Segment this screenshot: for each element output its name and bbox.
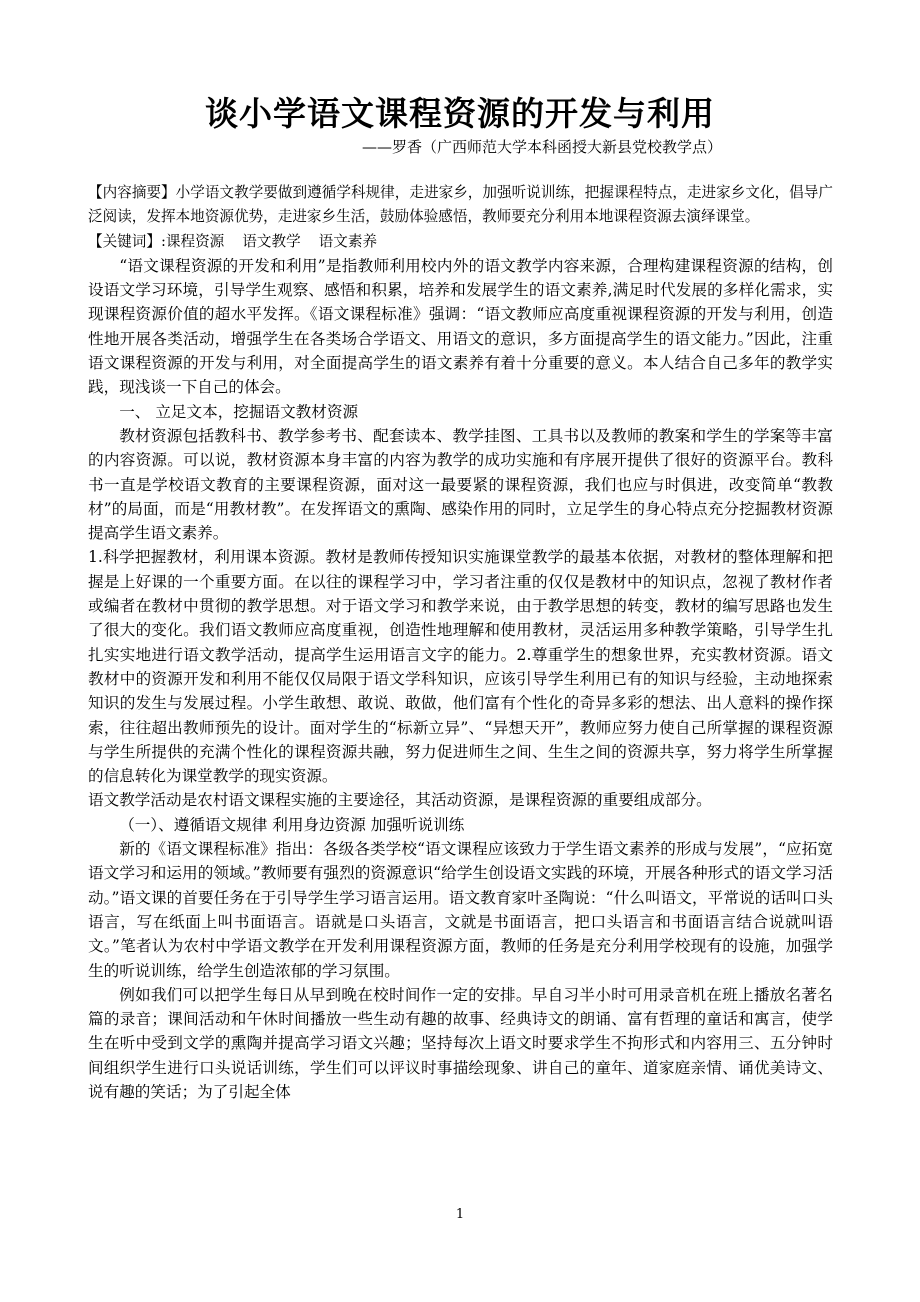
section-heading: 一、 立足文本，挖掘语文教材资源 <box>119 402 359 421</box>
keywords <box>88 230 833 254</box>
keyword: 课程资源 <box>165 232 225 250</box>
abstract <box>88 181 833 230</box>
author-byline: ——罗香（广西师范大学本科函授大新县党校教学点） <box>361 138 722 156</box>
abstract-text: 小学语文教学要做到遵循学科规律，走进家乡，加强听说训练，把握课程特点，走进家乡文化，倡导广泛阅读，发挥本地资源优势，走进家乡生活，鼓励体验感悟，教师要充分利用本地课程资源去演绎课堂。 <box>88 184 833 226</box>
document-body <box>88 181 833 1104</box>
page-number: 1 <box>455 1207 465 1222</box>
paragraph: 新的《语文课程标准》指出：各级各类学校“语文课程应该致力于学生语文素养的形成与发展”，“应拓宽语文学习和运用的领域。”教师要有强烈的资源意识“给学生创设语文实践的环境，开展各种形式的语文学习活动。”语文课的首要任务在于引导学生学习语言运用。语文教育家叶圣陶说：“什么叫语文，平常说的话叫口头语言，写在纸面上叫书面语言。语就是口头语言，文就是书面语言，把口头语言和书面语言结合说就叫语文。”笔者认为农村中学语文教学在开发利用课程资源方面，教师的任务是充分利用学校现有的设施，加强学生的听说训练，给学生创造浓郁的学习氛围。 <box>88 840 833 980</box>
keyword: 语文教学 <box>242 232 301 250</box>
keyword: 语文素养 <box>318 232 378 250</box>
paragraph: 例如我们可以把学生每日从早到晚在校时间作一定的安排。早自习半小时可用录音机在班上播放名著名篇的录音；课间活动和午休时间播放一些生动有趣的故事、经典诗文的朗诵、富有哲理的童话和寓言，使学生在听中受到文学的熏陶并提高学习语文兴趣；坚持每次上语文时要求学生不拘形式和内容用三、五分钟时间组织学生进行口头说话训练，学生们可以评议时事描绘现象、讲自己的童年、道家庭亲情、诵优美诗文、说有趣的笑话；为了引起全体 <box>88 985 833 1101</box>
paragraph: 1.科学把握教材，利用课本资源。教材是教师传授知识实施课堂教学的最基本依据，对教材的整体理解和把握是上好课的一个重要方面。在以往的课程学习中，学习者注重的仅仅是教材中的知识点，忽视了教材作者或编者在教材中贯彻的教学思想。对于语文学习和教学来说，由于教学思想的转变，教材的编写思路也发生了很大的变化。我们语文教师应高度重视，创造性地理解和使用教材，灵活运用多种教学策略，引导学生扎扎实实地进行语文教学活动，提高学生运用语言文字的能力。2.尊重学生的想象世界，充实教材资源。语文教材中的资源开发和利用不能仅仅局限于语文学科知识，应该引导学生利用已有的知识与经验，主动地探索知识的发生与发展过程。小学生敢想、敢说、敢做，他们富有个性化的奇异多彩的想法、出人意料的操作探索，往往超出教师预先的设计。面对学生的“标新立异”、“异想天开”，教师应努力使自己所掌握的课程资源与学生所提供的充满个性化的课程资源共融，努力促进师生之间、生生之间的资源共享，努力将学生所掌握的信息转化为课堂教学的现实资源。 <box>88 548 833 786</box>
paragraph: 教材资源包括教科书、教学参考书、配套读本、教学挂图、工具书以及教师的教案和学生的学案等丰富的内容资源。可以说，教材资源本身丰富的内容为教学的成功实施和有序展开提供了很好的资源平台。教科书一直是学校语文教育的主要课程资源，面对这一最要紧的课程资源，我们也应与时俱进，改变简单“教教材”的局面，而是“用教材教”。在发挥语文的熏陶、感染作用的同时，立足学生的身心特点充分挖掘教材资源提高学生语文素养。 <box>88 426 833 543</box>
paragraph: “语文课程资源的开发和利用”是指教师利用校内外的语文教学内容来源，合理构建课程资源的结构，创设语文学习环境，引导学生观察、感悟和积累，培养和发展学生的语文素养,满足时代发展的多样化需求，实现课程资源价值的超水平发挥。《语文课程标准》强调：“语文教师应高度重视课程资源的开发与利用，创造性地开展各类活动，增强学生在各类场合学语文、用语文的意识，多方面提高学生的语文能力。”因此，注重语文课程资源的开发与利用，对全面提高学生的语文素养有着十分重要的意义。本人结合自己多年的教学实践，现浅谈一下自己的体会。 <box>88 256 833 397</box>
section-heading: （一）、遵循语文规律 利用身边资源 加强听说训练 <box>119 815 465 834</box>
keywords-label: 【关键词】: <box>88 232 166 250</box>
document-title: 谈小学语文课程资源的开发与利用 <box>205 94 715 133</box>
abstract-label: 【内容摘要】 <box>88 184 176 201</box>
paragraph: 语文教学活动是农村语文课程实施的主要途径，其活动资源，是课程资源的重要组成部分。 <box>88 791 712 810</box>
